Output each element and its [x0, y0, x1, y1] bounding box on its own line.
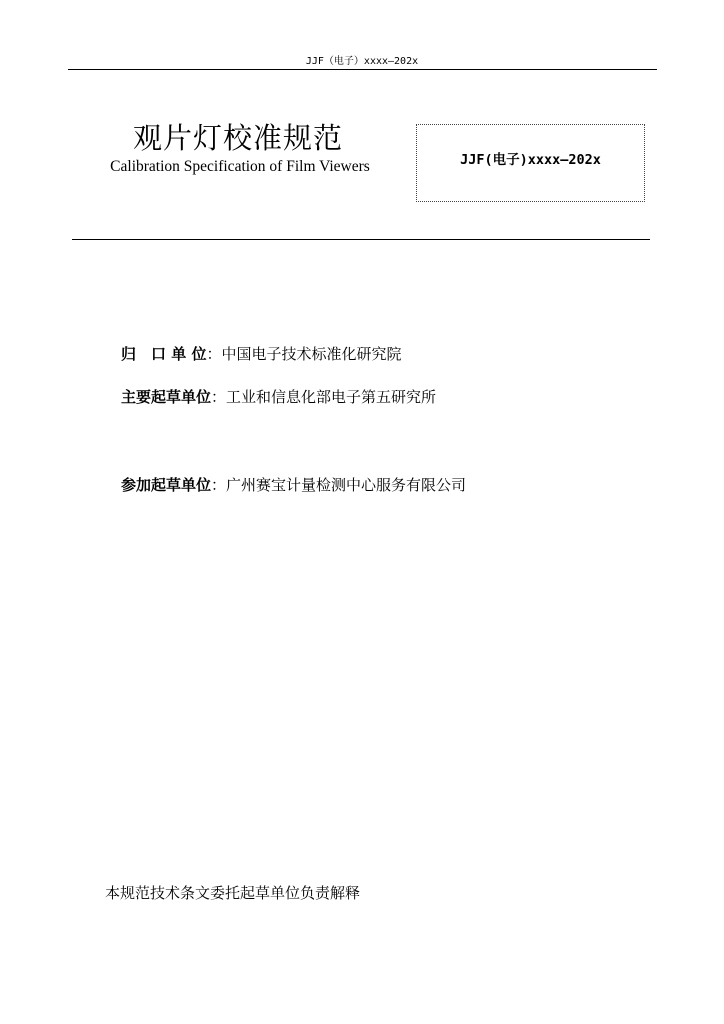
responsible-unit-label: 归 口 单 位: [121, 345, 207, 363]
title-divider-rule: [72, 239, 650, 240]
responsible-unit-value: 中国电子技术标准化研究院: [221, 345, 402, 363]
responsible-unit-row: [121, 343, 401, 364]
participating-drafting-unit-label: 参加起草单位: [121, 476, 212, 494]
participating-drafting-unit-row: [121, 474, 466, 495]
responsible-unit-colon: ：: [206, 345, 222, 363]
participating-drafting-unit-value: 广州赛宝计量检测中心服务有限公司: [226, 476, 467, 494]
running-header: JJF（电子）xxxx—202x: [305, 56, 419, 67]
document-title-chinese: 观片灯校准规范: [132, 121, 343, 155]
document-title-english: Calibration Specification of Film Viewers: [110, 158, 370, 175]
participating-drafting-unit-colon: ：: [211, 476, 227, 494]
header-rule: [68, 69, 657, 70]
main-drafting-unit-value: 工业和信息化部电子第五研究所: [226, 388, 437, 406]
main-drafting-unit-colon: ：: [211, 388, 227, 406]
interpretation-note: 本规范技术条文委托起草单位负责解释: [105, 884, 361, 902]
main-drafting-unit-row: [121, 386, 436, 407]
main-drafting-unit-label: 主要起草单位: [121, 388, 212, 406]
specification-code: JJF(电子)xxxx—202x: [460, 152, 601, 168]
